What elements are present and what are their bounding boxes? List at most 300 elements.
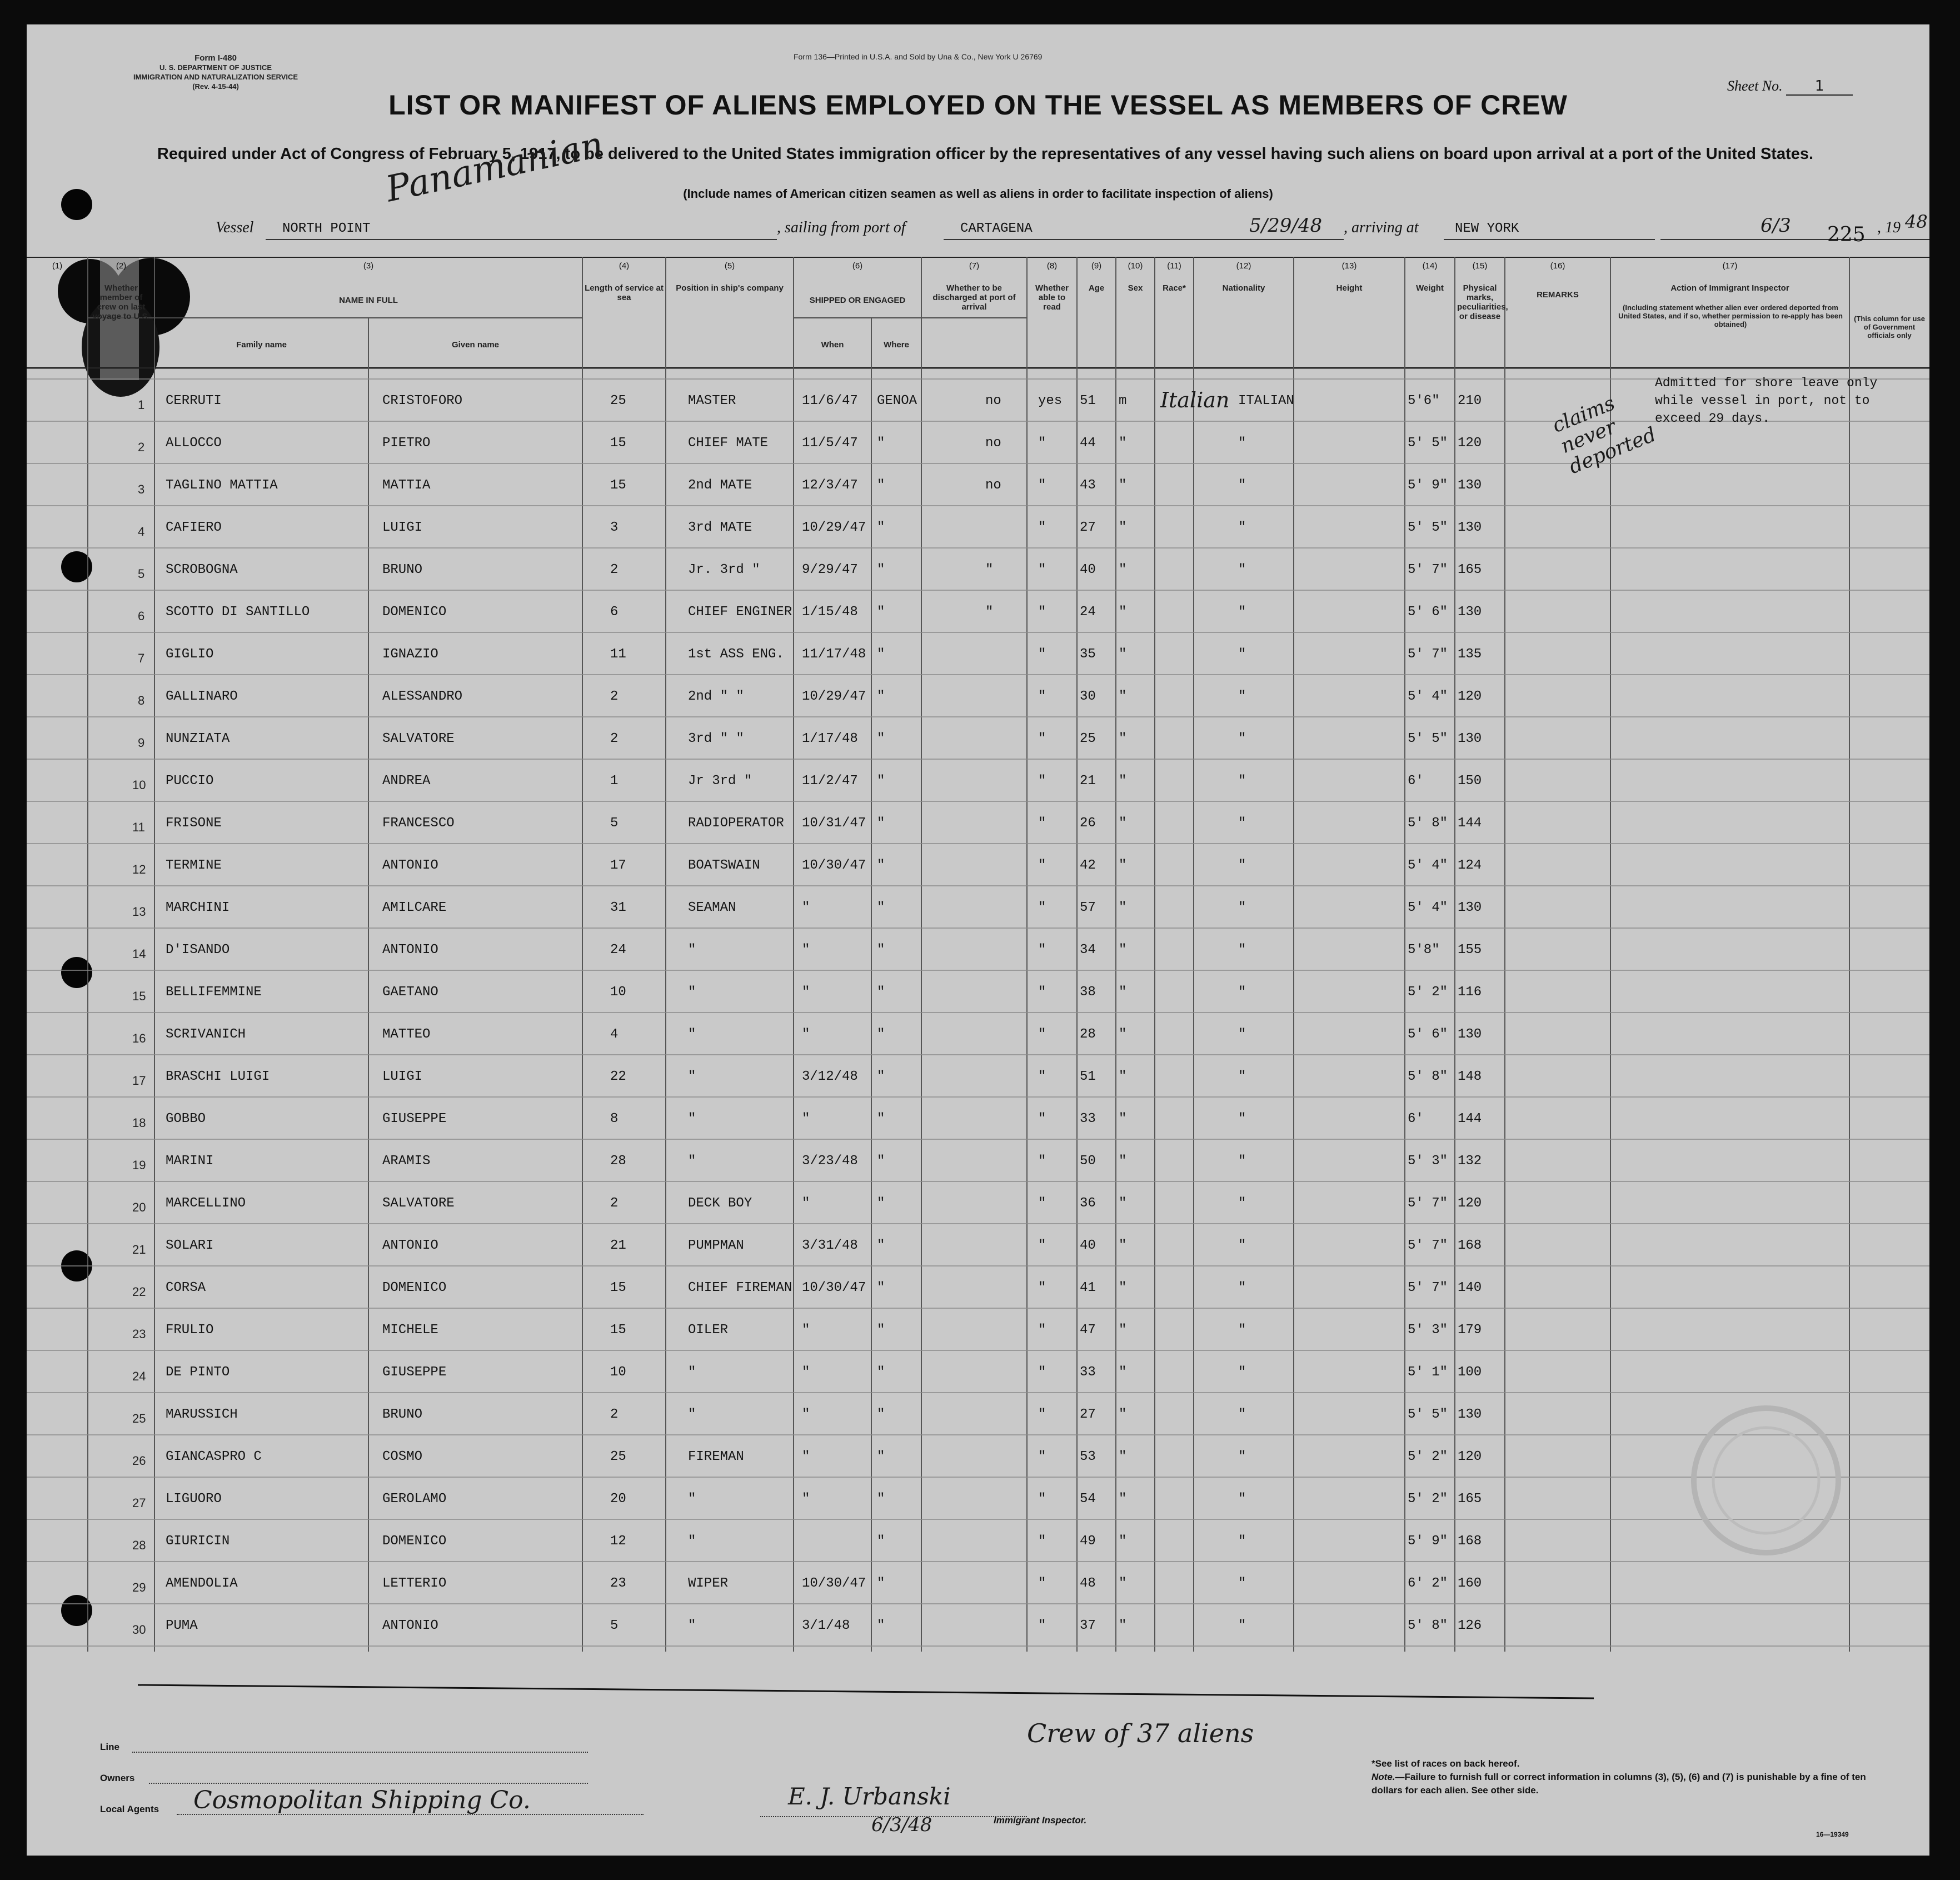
service-cell: 15 bbox=[610, 1323, 626, 1338]
read-cell: " bbox=[1038, 1365, 1046, 1380]
nationality-cell: " bbox=[1238, 647, 1246, 662]
age-cell: 33 bbox=[1080, 1365, 1096, 1380]
position-cell: 3rd MATE bbox=[688, 520, 752, 535]
sex-cell: " bbox=[1119, 900, 1127, 915]
nationality-cell: " bbox=[1238, 1576, 1246, 1591]
shipped-where-cell: " bbox=[877, 943, 885, 958]
weight-cell: 155 bbox=[1458, 943, 1482, 958]
age-cell: 26 bbox=[1080, 816, 1096, 831]
row-number: 25 bbox=[132, 1412, 146, 1425]
position-cell: DECK BOY bbox=[688, 1196, 752, 1211]
family-name-cell: D'ISANDO bbox=[166, 943, 230, 958]
weight-cell: 100 bbox=[1458, 1365, 1482, 1380]
arrival-date: 6/3 bbox=[1760, 215, 1791, 237]
age-cell: 27 bbox=[1080, 520, 1096, 535]
service-cell: 12 bbox=[610, 1534, 626, 1549]
row-number: 11 bbox=[132, 820, 145, 834]
position-cell: " bbox=[688, 943, 696, 958]
shipped-when-cell: " bbox=[802, 1323, 810, 1338]
shipped-when-cell: 11/17/48 bbox=[802, 647, 866, 662]
discharged-cell: no bbox=[985, 393, 1001, 408]
nationality-cell: " bbox=[1238, 1618, 1246, 1633]
vessel-line bbox=[216, 211, 1928, 243]
service-cell: 20 bbox=[610, 1492, 626, 1507]
column-number: (3) bbox=[363, 261, 374, 271]
family-name-cell: BELLIFEMMINE bbox=[166, 985, 262, 1000]
family-name-cell: CAFIERO bbox=[166, 520, 222, 535]
sex-cell: " bbox=[1119, 1449, 1127, 1464]
weight-cell: 144 bbox=[1458, 816, 1482, 831]
given-name-cell: AMILCARE bbox=[382, 900, 447, 915]
manifest-sheet bbox=[27, 24, 1929, 1856]
vessel-label: Vessel bbox=[216, 219, 254, 236]
nationality-cell: " bbox=[1238, 858, 1246, 873]
sex-cell: " bbox=[1119, 943, 1127, 958]
family-name-cell: SCOTTO DI SANTILLO bbox=[166, 605, 310, 620]
position-cell: 2nd MATE bbox=[688, 478, 752, 493]
column-number: (2) bbox=[116, 261, 127, 271]
family-name-cell: GIANCASPRO C bbox=[166, 1449, 262, 1464]
age-cell: 44 bbox=[1080, 436, 1096, 451]
column-header: Physical marks, peculiarities, or disease bbox=[1457, 283, 1508, 321]
column-number: (9) bbox=[1091, 261, 1102, 271]
family-name-cell: MARINI bbox=[166, 1154, 214, 1169]
shipped-when-cell: 3/23/48 bbox=[802, 1154, 858, 1169]
nationality-cell: " bbox=[1238, 1111, 1246, 1126]
inspector-label: Immigrant Inspector. bbox=[994, 1815, 1087, 1826]
height-cell: 5'8" bbox=[1408, 943, 1440, 958]
family-name-cell: MARUSSICH bbox=[166, 1407, 238, 1422]
department-name: U. S. DEPARTMENT OF JUSTICE bbox=[159, 63, 272, 72]
sailing-port: CARTAGENA bbox=[960, 221, 1033, 236]
position-cell: FIREMAN bbox=[688, 1449, 744, 1464]
family-name-cell: LIGUORO bbox=[166, 1492, 222, 1507]
height-cell: 5' 6" bbox=[1408, 1027, 1448, 1042]
given-name-cell: ANTONIO bbox=[382, 1238, 438, 1253]
read-cell: " bbox=[1038, 1027, 1046, 1042]
height-cell: 5' 7" bbox=[1408, 1196, 1448, 1211]
inspector-date: 6/3/48 bbox=[871, 1814, 932, 1836]
height-cell: 5' 5" bbox=[1408, 731, 1448, 746]
shipped-when-cell: 10/29/47 bbox=[802, 520, 866, 535]
column-number: (7) bbox=[969, 261, 980, 271]
nationality-cell: " bbox=[1238, 689, 1246, 704]
shipped-where-cell: " bbox=[877, 1618, 885, 1633]
weight-cell: 165 bbox=[1458, 1492, 1482, 1507]
age-cell: 48 bbox=[1080, 1576, 1096, 1591]
line-label-text: Line bbox=[100, 1742, 119, 1752]
service-cell: 3 bbox=[610, 520, 619, 535]
row-number: 2 bbox=[138, 440, 145, 454]
column-header: Sex bbox=[1128, 283, 1143, 293]
height-cell: 5' 4" bbox=[1408, 858, 1448, 873]
position-cell: MASTER bbox=[688, 393, 736, 408]
shipped-where-cell: " bbox=[877, 858, 885, 873]
shipped-when-cell: " bbox=[802, 943, 810, 958]
shipped-when-cell: 10/31/47 bbox=[802, 816, 866, 831]
row-number: 9 bbox=[138, 736, 145, 750]
family-name-cell: BRASCHI LUIGI bbox=[166, 1069, 270, 1084]
age-cell: 49 bbox=[1080, 1534, 1096, 1549]
position-cell: RADIOPERATOR bbox=[688, 816, 784, 831]
column-header: Whether member of crew on last voyage to U.S. bbox=[92, 283, 150, 321]
position-cell: PUMPMAN bbox=[688, 1238, 744, 1253]
remarks-typed-1: Admitted for shore leave only bbox=[1655, 376, 1878, 390]
read-cell: " bbox=[1038, 1618, 1046, 1633]
shipped-where-cell: " bbox=[877, 689, 885, 704]
shipped-where-cell: " bbox=[877, 1196, 885, 1211]
service-cell: 10 bbox=[610, 1365, 626, 1380]
shipped-where-cell: " bbox=[877, 1111, 885, 1126]
weight-cell: 120 bbox=[1458, 689, 1482, 704]
column-number: (4) bbox=[619, 261, 630, 271]
remarks-typed-2: while vessel in port, not to bbox=[1655, 393, 1870, 408]
row-number: 16 bbox=[132, 1031, 146, 1045]
nationality-cell: " bbox=[1238, 1407, 1246, 1422]
given-name-subheader: Given name bbox=[451, 340, 500, 350]
service-cell: 2 bbox=[610, 1196, 619, 1211]
where-subheader: Where bbox=[884, 340, 909, 350]
when-subheader: When bbox=[821, 340, 844, 350]
age-cell: 41 bbox=[1080, 1280, 1096, 1295]
age-cell: 27 bbox=[1080, 1407, 1096, 1422]
family-name-cell: TAGLINO MATTIA bbox=[166, 478, 278, 493]
nationality-cell: " bbox=[1238, 1027, 1246, 1042]
height-cell: 5' 4" bbox=[1408, 900, 1448, 915]
sex-cell: " bbox=[1119, 562, 1127, 577]
weight-cell: 120 bbox=[1458, 1449, 1482, 1464]
service-cell: 11 bbox=[610, 647, 626, 662]
column-header: SHIPPED OR ENGAGED bbox=[809, 296, 906, 305]
family-name-cell: NUNZIATA bbox=[166, 731, 230, 746]
height-cell: 5' 8" bbox=[1408, 1618, 1448, 1633]
shipped-where-cell: " bbox=[877, 1576, 885, 1591]
races-note: *See list of races on back hereof. bbox=[1371, 1758, 1520, 1769]
height-cell: 5' 2" bbox=[1408, 1492, 1448, 1507]
sex-cell: " bbox=[1119, 1069, 1127, 1084]
sex-cell: " bbox=[1119, 605, 1127, 620]
nationality-cell: " bbox=[1238, 774, 1246, 789]
arriving-label: , arriving at bbox=[1344, 219, 1419, 236]
line-underline bbox=[132, 1752, 588, 1753]
given-name-cell: MATTIA bbox=[382, 478, 431, 493]
sex-cell: " bbox=[1119, 1111, 1127, 1126]
position-cell: " bbox=[688, 1492, 696, 1507]
row-number: 3 bbox=[138, 482, 145, 496]
family-name-cell: GALLINARO bbox=[166, 689, 238, 704]
column-header: Action of Immigrant Inspector bbox=[1670, 283, 1789, 293]
row-number: 23 bbox=[132, 1327, 146, 1341]
read-cell: " bbox=[1038, 562, 1046, 577]
age-cell: 40 bbox=[1080, 1238, 1096, 1253]
shipped-where-cell: " bbox=[877, 1280, 885, 1295]
sex-cell: " bbox=[1119, 689, 1127, 704]
nationality-cell: " bbox=[1238, 900, 1246, 915]
form-id-block bbox=[88, 53, 343, 91]
sex-cell: " bbox=[1119, 1280, 1127, 1295]
column-number: (10) bbox=[1128, 261, 1143, 271]
shipped-where-cell: " bbox=[877, 1238, 885, 1253]
height-cell: 5' 5" bbox=[1408, 436, 1448, 451]
given-name-cell: FRANCESCO bbox=[382, 816, 455, 831]
read-cell: " bbox=[1038, 1407, 1046, 1422]
shipped-when-cell: 12/3/47 bbox=[802, 478, 858, 493]
shipped-where-cell: " bbox=[877, 478, 885, 493]
read-cell: " bbox=[1038, 731, 1046, 746]
read-cell: " bbox=[1038, 1576, 1046, 1591]
row-number: 15 bbox=[132, 989, 146, 1003]
read-cell: " bbox=[1038, 985, 1046, 1000]
row-number: 12 bbox=[132, 862, 146, 876]
family-name-cell: GIGLIO bbox=[166, 647, 214, 662]
given-name-cell: ANDREA bbox=[382, 774, 431, 789]
shipped-when-cell: 10/30/47 bbox=[802, 1280, 866, 1295]
service-cell: 21 bbox=[610, 1238, 626, 1253]
position-cell: " bbox=[688, 1407, 696, 1422]
sex-cell: " bbox=[1119, 1365, 1127, 1380]
row-number: 29 bbox=[132, 1580, 146, 1594]
year-label: , 19 bbox=[1877, 219, 1901, 236]
shipped-when-cell: " bbox=[802, 1196, 810, 1211]
nationality-cell: " bbox=[1238, 1069, 1246, 1084]
column-header: Age bbox=[1088, 283, 1105, 293]
agents-label bbox=[100, 1804, 159, 1815]
column-header: NAME IN FULL bbox=[339, 296, 398, 305]
service-cell: 15 bbox=[610, 1280, 626, 1295]
service-cell: 24 bbox=[610, 943, 626, 958]
family-name-cell: FRULIO bbox=[166, 1323, 214, 1338]
given-name-cell: CRISTOFORO bbox=[382, 393, 463, 408]
sex-cell: " bbox=[1119, 1534, 1127, 1549]
race-cell: Italian bbox=[1160, 388, 1230, 412]
sex-cell: " bbox=[1119, 1576, 1127, 1591]
shipped-when-cell: " bbox=[802, 1111, 810, 1126]
shipped-where-cell: " bbox=[877, 1069, 885, 1084]
sex-cell: " bbox=[1119, 731, 1127, 746]
shipped-where-cell: " bbox=[877, 1407, 885, 1422]
height-cell: 5' 5" bbox=[1408, 1407, 1448, 1422]
service-name: IMMIGRATION AND NATURALIZATION SERVICE bbox=[133, 73, 298, 81]
age-cell: 38 bbox=[1080, 985, 1096, 1000]
height-cell: 5' 7" bbox=[1408, 647, 1448, 662]
given-name-cell: DOMENICO bbox=[382, 1280, 447, 1295]
shipped-when-cell: 3/31/48 bbox=[802, 1238, 858, 1253]
shipped-when-cell: 10/30/47 bbox=[802, 858, 866, 873]
age-cell: 36 bbox=[1080, 1196, 1096, 1211]
shipped-when-cell: 11/5/47 bbox=[802, 436, 858, 451]
column-number: (16) bbox=[1550, 261, 1565, 271]
age-cell: 40 bbox=[1080, 562, 1096, 577]
agents-label-text: Local Agents bbox=[100, 1804, 159, 1814]
sheet-value: 1 bbox=[1786, 78, 1853, 96]
vessel-name: NORTH POINT bbox=[282, 221, 371, 236]
height-cell: 5' 9" bbox=[1408, 1534, 1448, 1549]
given-name-cell: GEROLAMO bbox=[382, 1492, 447, 1507]
read-cell: " bbox=[1038, 605, 1046, 620]
printer-line: Form 136—Printed in U.S.A. and Sold by Una & Co., New York U 26769 bbox=[794, 52, 1043, 61]
nationality-cell: " bbox=[1238, 1449, 1246, 1464]
given-name-cell: COSMO bbox=[382, 1449, 423, 1464]
shipped-where-cell: " bbox=[877, 647, 885, 662]
height-cell: 5' 9" bbox=[1408, 478, 1448, 493]
discharged-cell: " bbox=[985, 605, 994, 620]
position-cell: CHIEF FIREMAN bbox=[688, 1280, 792, 1295]
weight-cell: 135 bbox=[1458, 647, 1482, 662]
position-cell: 3rd " " bbox=[688, 731, 744, 746]
service-cell: 5 bbox=[610, 1618, 619, 1633]
position-cell: Jr. 3rd " bbox=[688, 562, 760, 577]
sex-cell: " bbox=[1119, 985, 1127, 1000]
position-cell: CHIEF MATE bbox=[688, 436, 769, 451]
family-name-cell: CERRUTI bbox=[166, 393, 222, 408]
service-cell: 15 bbox=[610, 436, 626, 451]
given-name-cell: IGNAZIO bbox=[382, 647, 438, 662]
given-name-cell: ANTONIO bbox=[382, 858, 438, 873]
given-name-cell: DOMENICO bbox=[382, 605, 447, 620]
sex-cell: " bbox=[1119, 1238, 1127, 1253]
row-number: 5 bbox=[138, 567, 145, 581]
footer-note bbox=[1371, 1757, 1872, 1797]
form-code: 16—19349 bbox=[1816, 1831, 1849, 1838]
age-cell: 33 bbox=[1080, 1111, 1096, 1126]
weight-cell: 130 bbox=[1458, 1027, 1482, 1042]
column-number: (5) bbox=[724, 261, 735, 271]
sex-cell: " bbox=[1119, 1154, 1127, 1169]
height-cell: 5' 7" bbox=[1408, 562, 1448, 577]
age-cell: 42 bbox=[1080, 858, 1096, 873]
shipped-where-cell: " bbox=[877, 1365, 885, 1380]
inspector-subnote: (This column for use of Government officials only bbox=[1854, 315, 1925, 340]
inspector-signature: E. J. Urbanski bbox=[788, 1783, 951, 1810]
shipped-when-cell: " bbox=[802, 1407, 810, 1422]
shipped-when-cell: " bbox=[802, 900, 810, 915]
given-name-cell: PIETRO bbox=[382, 436, 431, 451]
given-name-cell: ALESSANDRO bbox=[382, 689, 463, 704]
given-name-cell: BRUNO bbox=[382, 562, 423, 577]
sex-cell: " bbox=[1119, 1492, 1127, 1507]
column-number: (1) bbox=[52, 261, 63, 271]
service-cell: 17 bbox=[610, 858, 626, 873]
sex-cell: " bbox=[1119, 478, 1127, 493]
weight-cell: 168 bbox=[1458, 1534, 1482, 1549]
age-cell: 54 bbox=[1080, 1492, 1096, 1507]
given-name-cell: SALVATORE bbox=[382, 1196, 455, 1211]
row-number: 19 bbox=[132, 1158, 146, 1172]
service-cell: 2 bbox=[610, 689, 619, 704]
nationality-cell: " bbox=[1238, 1154, 1246, 1169]
family-name-cell: DE PINTO bbox=[166, 1365, 230, 1380]
weight-cell: 116 bbox=[1458, 985, 1482, 1000]
position-cell: " bbox=[688, 1111, 696, 1126]
nationality-cell: " bbox=[1238, 1238, 1246, 1253]
note-label: Note. bbox=[1371, 1772, 1395, 1782]
shipped-where-cell: GENOA bbox=[877, 393, 917, 408]
age-cell: 57 bbox=[1080, 900, 1096, 915]
service-cell: 10 bbox=[610, 985, 626, 1000]
row-number: 28 bbox=[132, 1538, 146, 1552]
owners-label-text: Owners bbox=[100, 1773, 135, 1783]
agents-value: Cosmopolitan Shipping Co. bbox=[193, 1786, 531, 1814]
weight-cell: 130 bbox=[1458, 900, 1482, 915]
age-cell: 24 bbox=[1080, 605, 1096, 620]
embossed-seal bbox=[1683, 1397, 1849, 1564]
service-cell: 15 bbox=[610, 478, 626, 493]
height-cell: 6' 2" bbox=[1408, 1576, 1448, 1591]
age-cell: 35 bbox=[1080, 647, 1096, 662]
service-cell: 1 bbox=[610, 774, 619, 789]
row-number: 22 bbox=[132, 1285, 146, 1299]
position-cell: OILER bbox=[688, 1323, 729, 1338]
service-cell: 5 bbox=[610, 816, 619, 831]
service-cell: 4 bbox=[610, 1027, 619, 1042]
height-cell: 5' 3" bbox=[1408, 1323, 1448, 1338]
height-cell: 6' bbox=[1408, 1111, 1424, 1126]
shipped-when-cell: 1/17/48 bbox=[802, 731, 858, 746]
weight-cell: 132 bbox=[1458, 1154, 1482, 1169]
service-cell: 2 bbox=[610, 562, 619, 577]
row-number: 1 bbox=[138, 398, 145, 412]
service-cell: 25 bbox=[610, 393, 626, 408]
given-name-cell: BRUNO bbox=[382, 1407, 423, 1422]
weight-cell: 130 bbox=[1458, 1407, 1482, 1422]
given-name-cell: LUIGI bbox=[382, 520, 423, 535]
position-cell: CHIEF ENGINER bbox=[688, 605, 792, 620]
form-number: Form I-480 bbox=[194, 53, 237, 63]
position-cell: " bbox=[688, 1154, 696, 1169]
position-cell: " bbox=[688, 1534, 696, 1549]
age-cell: 21 bbox=[1080, 774, 1096, 789]
owners-label bbox=[100, 1773, 134, 1784]
shipped-where-cell: " bbox=[877, 985, 885, 1000]
weight-cell: 210 bbox=[1458, 393, 1482, 408]
read-cell: " bbox=[1038, 1154, 1046, 1169]
shipped-when-cell: " bbox=[802, 985, 810, 1000]
column-number: (13) bbox=[1341, 261, 1357, 271]
position-cell: Jr 3rd " bbox=[688, 774, 752, 789]
service-cell: 25 bbox=[610, 1449, 626, 1464]
sex-cell: " bbox=[1119, 1618, 1127, 1633]
given-name-cell: ANTONIO bbox=[382, 943, 438, 958]
column-header: Height bbox=[1336, 283, 1363, 293]
weight-cell: 165 bbox=[1458, 562, 1482, 577]
crew-count-note: Crew of 37 aliens bbox=[1027, 1718, 1254, 1748]
line-label bbox=[100, 1742, 119, 1753]
sex-cell: " bbox=[1119, 1407, 1127, 1422]
weight-cell: 144 bbox=[1458, 1111, 1482, 1126]
nationality-cell: " bbox=[1238, 1365, 1246, 1380]
family-name-cell: PUCCIO bbox=[166, 774, 214, 789]
read-cell: " bbox=[1038, 1449, 1046, 1464]
remarks-subnote: (Including statement whether alien ever ordered deported from United States, and if so, whether permission to re-apply has been obtained) bbox=[1618, 303, 1843, 328]
column-header: Nationality bbox=[1222, 283, 1265, 293]
family-name-cell: SCRIVANICH bbox=[166, 1027, 246, 1042]
row-number: 18 bbox=[132, 1116, 146, 1130]
shipped-where-cell: " bbox=[877, 1323, 885, 1338]
nationality-cell: " bbox=[1238, 943, 1246, 958]
row-number: 8 bbox=[138, 694, 145, 707]
requirement-text: Required under Act of Congress of February 5, 1917, to be delivered to the United States immigration officer by the representatives of any vessel having such aliens on board upon arrival at a port of the United States. bbox=[157, 145, 1814, 163]
read-cell: " bbox=[1038, 436, 1046, 451]
position-cell: 2nd " " bbox=[688, 689, 744, 704]
shipped-when-cell: " bbox=[802, 1492, 810, 1507]
family-name-cell: GIURICIN bbox=[166, 1534, 230, 1549]
column-number: (15) bbox=[1472, 261, 1488, 271]
height-cell: 5' 8" bbox=[1408, 1069, 1448, 1084]
read-cell: " bbox=[1038, 1280, 1046, 1295]
weight-cell: 126 bbox=[1458, 1618, 1482, 1633]
position-cell: BOATSWAIN bbox=[688, 858, 760, 873]
weight-cell: 179 bbox=[1458, 1323, 1482, 1338]
